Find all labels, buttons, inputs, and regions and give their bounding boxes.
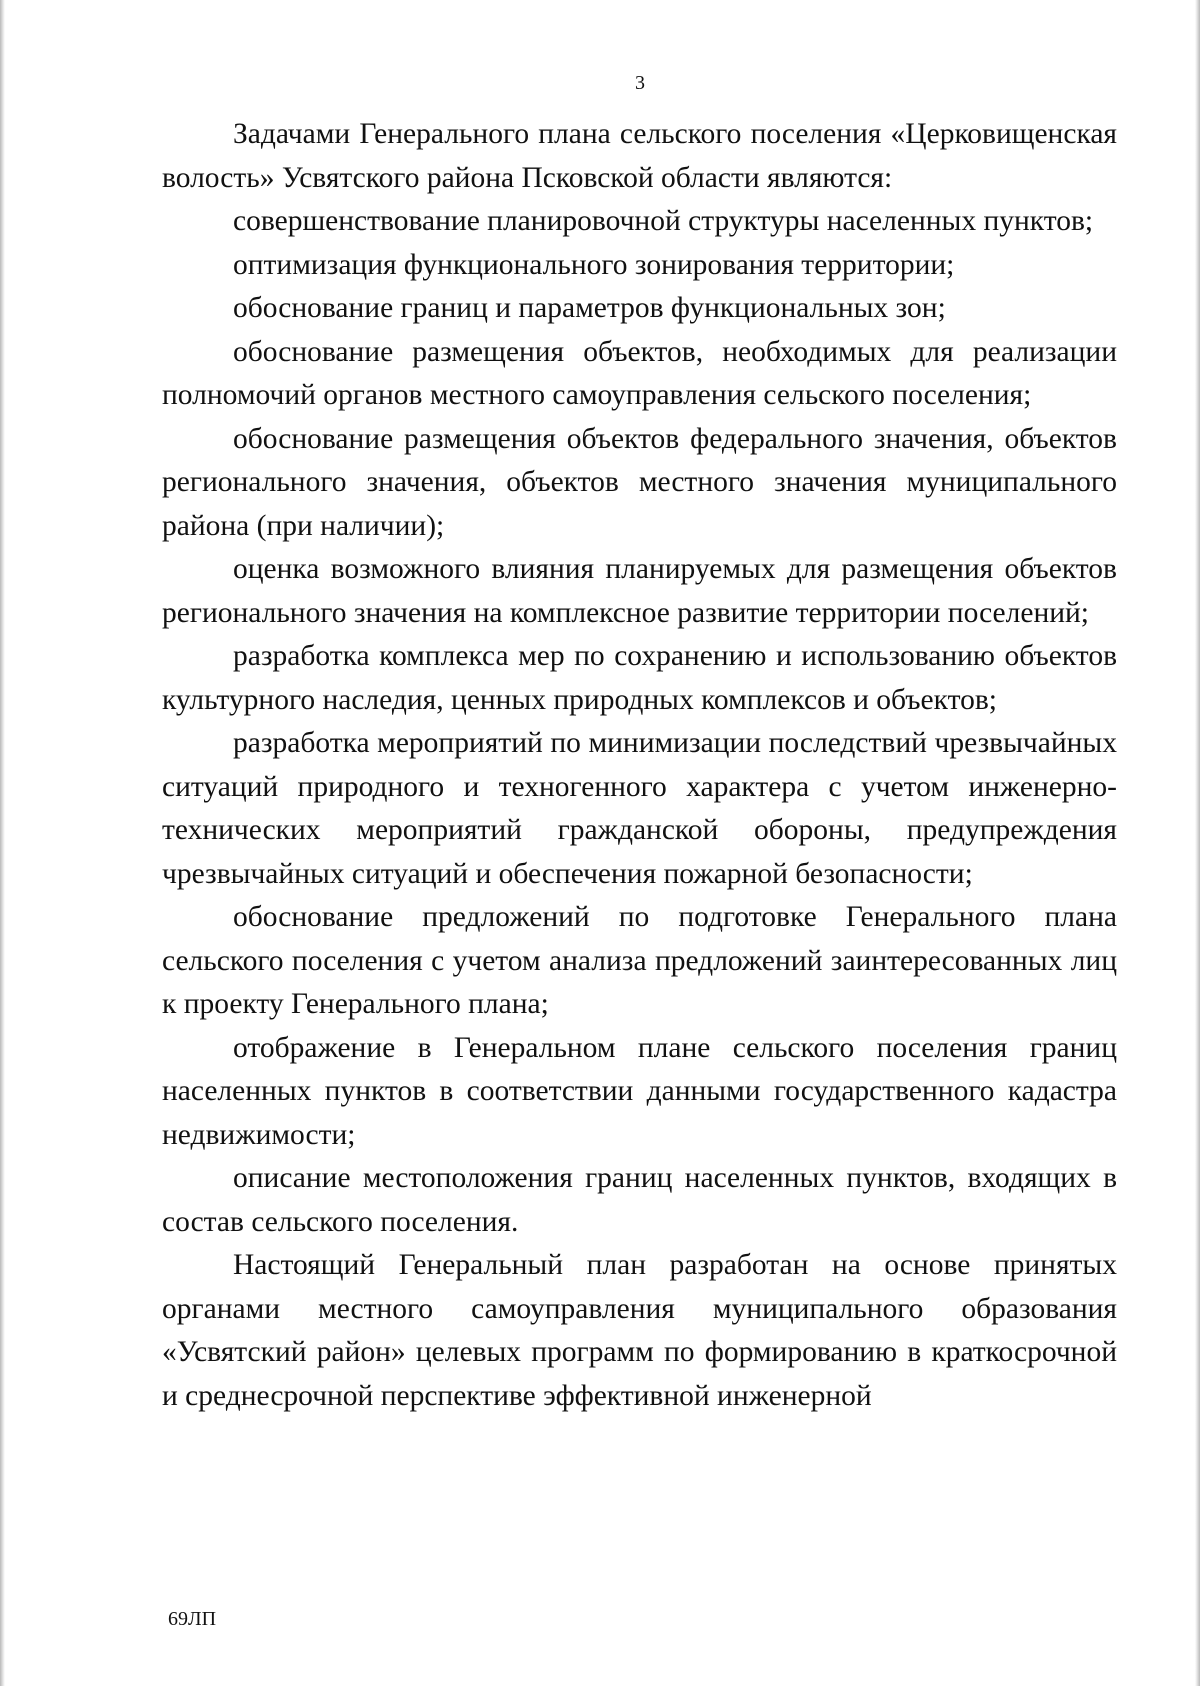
paragraph-task-boundaries-display: отображение в Генеральном плане сельского поселения границ населенных пунктов в соответствии данными государственного кадастра недвижимости;	[162, 1031, 1117, 1151]
page-number: 3	[635, 72, 645, 94]
paragraph-task-zoning: оптимизация функционального зонирования территории;	[233, 248, 955, 281]
scan-edge-left	[0, 0, 5, 1686]
paragraph-intro: Задачами Генерального плана сельского поселения «Церковищенская волость» Усвятского района Псковской области являются:	[162, 118, 1117, 194]
paragraph-task-cultural-heritage: разработка комплекса мер по сохранению и использованию объектов культурного наследия, ценных природных комплексов и объектов;	[162, 640, 1117, 716]
paragraph-task-planning-structure: совершенствование планировочной структуры населенных пунктов;	[233, 205, 1094, 237]
paragraph-task-federal-regional-objects: обоснование размещения объектов федерального значения, объектов регионального значения, объектов местного значения муниципального района (при наличии);	[162, 422, 1117, 542]
document-body	[162, 113, 1117, 1418]
paragraph-basis: Настоящий Генеральный план разработан на основе принятых органами местного самоуправления муниципального образования «Усвятский район» целевых программ по формированию в краткосрочной и среднесрочной перспективе эффективной инженерной	[162, 1249, 1117, 1412]
paragraph-task-zone-boundaries: обоснование границ и параметров функциональных зон;	[233, 292, 946, 324]
paragraph-task-boundaries-description: описание местоположения границ населенных пунктов, входящих в состав сельского поселения.	[162, 1162, 1117, 1238]
paragraph-task-impact-assessment: оценка возможного влияния планируемых для размещения объектов регионального значения на комплексное развитие территории поселений;	[162, 553, 1117, 629]
paragraph-task-local-objects: обоснование размещения объектов, необходимых для реализации полномочий органов местного самоуправления сельского поселения;	[162, 335, 1117, 411]
scan-edge-right	[1195, 0, 1200, 1686]
paragraph-task-proposals: обоснование предложений по подготовке Генерального плана сельского поселения с учетом анализа предложений заинтересованных лиц к проекту Генерального плана;	[162, 901, 1117, 1020]
paragraph-task-emergency-measures: разработка мероприятий по минимизации последствий чрезвычайных ситуаций природного и техногенного характера с учетом инженерно-технических мероприятий гражданской обороны, предупреждения чрезвычайных ситуаций и обеспечения пожарной безопасности;	[162, 727, 1117, 890]
footer-document-code: 69ЛП	[168, 1608, 217, 1630]
